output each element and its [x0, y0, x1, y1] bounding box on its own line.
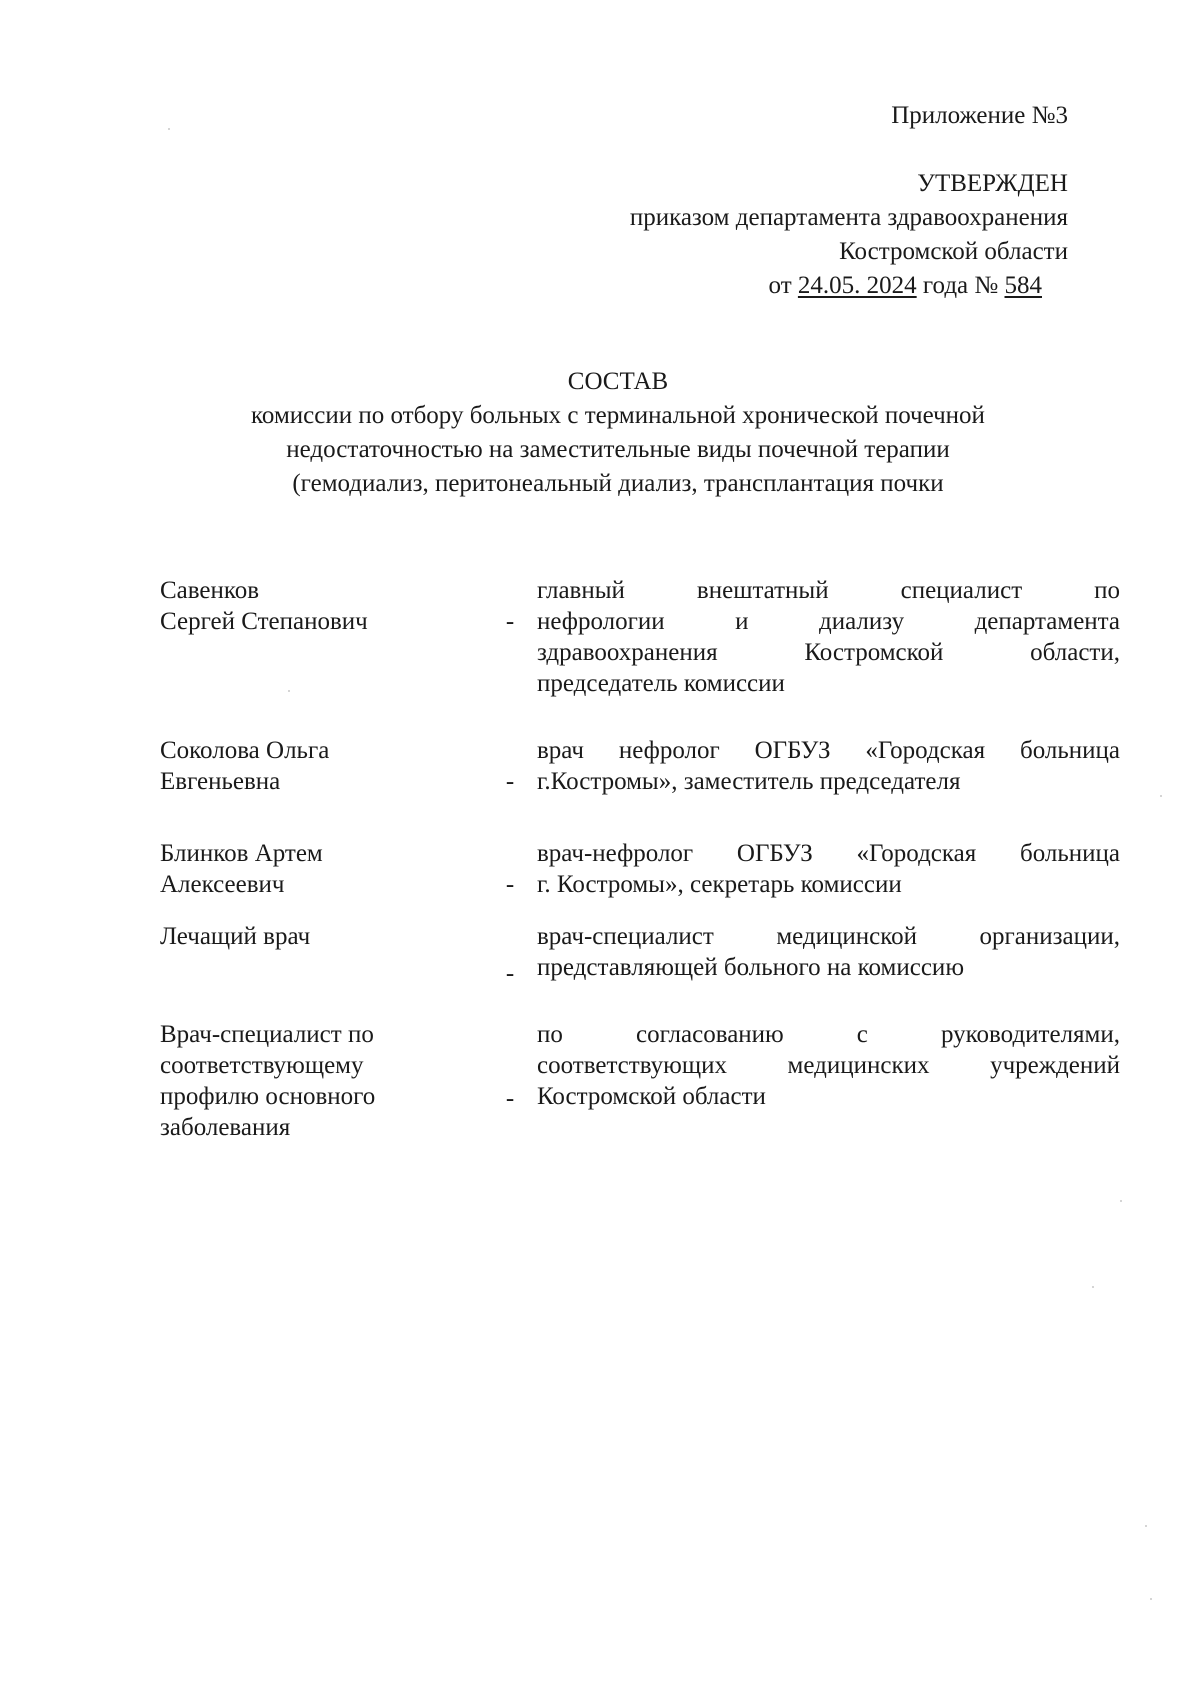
- title-block: [120, 366, 1116, 502]
- title-line-1: комиссии по отбору больных с терминальной хронической почечной: [251, 402, 985, 429]
- member-role: [537, 921, 1120, 983]
- role-line: врач-нефролог ОГБУЗ «Городская больница: [537, 840, 1120, 867]
- member-row: [160, 921, 1120, 985]
- role-line: по согласованию с руководителями,: [537, 1021, 1120, 1048]
- appendix-label: Приложение №3: [891, 102, 1068, 129]
- role-line: соответствующих медицинских учреждений: [537, 1052, 1120, 1079]
- region-line: Костромской области: [839, 238, 1068, 265]
- role-line: здравоохранения Костромской области,: [537, 639, 1120, 666]
- year-word: года №: [916, 272, 1005, 299]
- member-role: [537, 575, 1120, 699]
- role-line: председатель комиссии: [537, 670, 785, 697]
- order-number: 584: [1004, 272, 1042, 299]
- approval-block: [630, 168, 1068, 304]
- role-line: врач нефролог ОГБУЗ «Городская больница: [537, 737, 1120, 764]
- member-row: [160, 575, 1120, 699]
- member-role: [537, 838, 1120, 900]
- title-line-3: (гемодиализ, перитонеальный диализ, трансплантация почки: [292, 470, 944, 497]
- scan-speck: [1160, 795, 1162, 797]
- title-line-2: недостаточностью на заместительные виды почечной терапии: [286, 436, 950, 463]
- role-line: врач-специалист медицинской организации,: [537, 923, 1120, 950]
- role-line: г. Костромы», секретарь комиссии: [537, 871, 902, 898]
- member-role: [537, 735, 1120, 797]
- member-name: Врач-специалист по соответствующему профилю основного заболевания: [160, 1021, 376, 1141]
- approved-heading: УТВЕРЖДЕН: [917, 170, 1068, 197]
- role-line: г.Костромы», заместитель председателя: [537, 768, 961, 795]
- member-name: Савенков Сергей Степанович: [160, 577, 368, 635]
- member-name: Соколова Ольга Евгеньевна: [160, 737, 330, 795]
- scan-speck: [1150, 1598, 1152, 1600]
- member-dash: -: [505, 608, 515, 635]
- member-row: [160, 838, 1120, 902]
- scan-speck: [168, 128, 170, 130]
- scan-speck: [1120, 1200, 1122, 1202]
- member-name: Лечащий врач: [160, 923, 311, 950]
- role-line: представляющей больного на комиссию: [537, 954, 964, 981]
- document-title: СОСТАВ: [567, 368, 669, 395]
- order-line: приказом департамента здравоохранения: [629, 204, 1068, 231]
- member-dash: -: [505, 768, 515, 795]
- member-dash: -: [505, 871, 515, 898]
- member-row: [160, 1019, 1120, 1147]
- member-dash: -: [505, 960, 515, 987]
- member-name: Блинков Артем Алексеевич: [160, 840, 323, 898]
- scan-speck: [288, 690, 290, 692]
- member-dash: -: [505, 1085, 515, 1112]
- scan-speck: [1092, 1286, 1094, 1288]
- role-line: нефрологии и диализу департамента: [537, 608, 1120, 635]
- role-line: Костромской области: [537, 1083, 766, 1110]
- order-date: 24.05. 2024: [797, 272, 917, 299]
- member-role: [537, 1019, 1120, 1112]
- scan-speck: [1145, 1525, 1147, 1527]
- role-line: главный внештатный специалист по: [537, 577, 1120, 604]
- order-date-line: [630, 270, 1042, 304]
- member-row: [160, 735, 1120, 799]
- date-prefix: от: [768, 272, 798, 299]
